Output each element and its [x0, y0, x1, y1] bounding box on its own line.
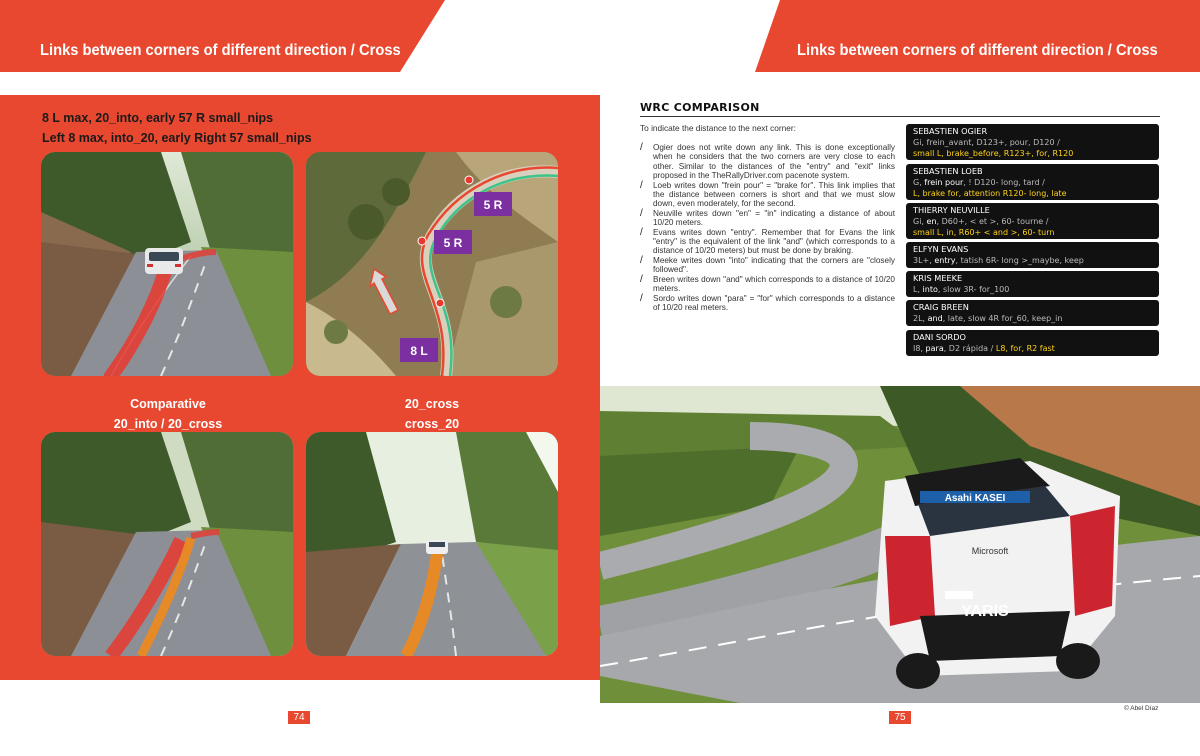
note-segment: L, brake for, attention R120- long, late — [913, 189, 1067, 198]
bullet-neuville: / Neuville writes down "en" = "in" indicating a distance of about 10/20 meters. — [640, 207, 895, 228]
driver-notes-line1 — [913, 255, 1152, 266]
aerial-map-photo — [306, 152, 558, 376]
driver-name: DANI SORDO — [913, 332, 966, 342]
road-photo-cross — [306, 432, 558, 656]
note-segment: and — [927, 314, 943, 323]
bullet-meeke: / Meeke writes down "into" indicating that the corners are "closely followed". — [640, 254, 895, 275]
driver-box — [906, 124, 1159, 160]
wrc-intro-text: To indicate the distance to the next corner: — [640, 123, 796, 133]
driver-name: KRIS MEEKE — [913, 273, 963, 283]
bullet-evans: / Evans writes down "entry". Remember that for Evans the link "entry" is the equivalent of the link "and" (which corresponds to a distance of 10/20 meters) but must be done by braking. — [640, 226, 895, 256]
note-segment: , tatish 6R- long >_maybe, keep — [955, 256, 1084, 265]
pacenote-line-1: 8 L max, 20_into, early 57 R small_nips — [42, 111, 274, 125]
note-segment: , slow 3R- for_100 — [937, 285, 1010, 294]
driver-name: SEBASTIEN OGIER — [913, 126, 988, 136]
road-photo-car — [41, 152, 293, 376]
driver-name: ELFYN EVANS — [913, 244, 969, 254]
driver-name: THIERRY NEUVILLE — [913, 205, 990, 215]
driver-notes-line1 — [913, 177, 1152, 188]
map-label-top: 5 R — [483, 198, 503, 212]
left-header-title: Links between corners of different direction / Cross — [40, 42, 401, 59]
driver-notes-line1 — [913, 313, 1152, 324]
note-segment: small L, brake_before, R123+, for, R120 — [913, 149, 1074, 158]
driver-name: SEBASTIEN LOEB — [913, 166, 983, 176]
map-label-bottom: 8 L — [410, 344, 428, 358]
note-segment: L, — [913, 285, 923, 294]
note-segment: en — [926, 217, 937, 226]
note-segment: I8, — [913, 344, 926, 353]
note-segment: L8, for, R2 fast — [995, 344, 1055, 353]
note-segment: , ! D120- long, tard / — [963, 178, 1045, 187]
page-number-right: 75 — [889, 711, 911, 724]
note-segment: 2L, — [913, 314, 928, 323]
road-photo-into-cross — [41, 432, 293, 656]
car-brand-text: Microsoft — [971, 546, 1009, 556]
note-segment: para — [925, 344, 944, 353]
note-segment: 3L+, — [913, 256, 935, 265]
car-model-text: YARIS — [961, 603, 1009, 620]
car-sponsor-text: Asahi KASEI — [944, 493, 1006, 504]
pacenote-line-2: Left 8 max, into_20, early Right 57 small_nips — [42, 131, 312, 145]
left-header-shape — [0, 0, 600, 72]
right-header-title: Links between corners of different direction / Cross — [797, 42, 1158, 59]
note-segment: , D2 rápida / — [943, 344, 996, 353]
driver-box — [906, 203, 1159, 239]
driver-notes-line2 — [913, 148, 1152, 159]
driver-notes-line1 — [913, 216, 1152, 227]
driver-notes-line1 — [913, 343, 1152, 354]
map-label-middle: 5 R — [443, 236, 463, 250]
comparative-caption-line-2: 20_into / 20_cross — [113, 417, 223, 431]
photo-credit: © Abel Díaz — [1124, 705, 1159, 712]
note-segment: small L, in, R60+ < and >, 60- turn — [913, 228, 1055, 237]
page-number-left: 74 — [288, 711, 310, 724]
driver-notes-line2 — [913, 227, 1152, 238]
rally-car-photo — [600, 386, 1200, 703]
note-segment: entry — [934, 256, 956, 265]
wrc-title-rule — [640, 116, 1160, 117]
note-segment: Gi, — [913, 217, 927, 226]
left-header-banner — [0, 0, 600, 72]
driver-box — [906, 330, 1159, 356]
distance-bullet-list — [640, 143, 895, 312]
driver-box — [906, 164, 1159, 200]
note-segment: , D60+, < et >, 60- tourne / — [936, 217, 1049, 226]
driver-notes-line1 — [913, 137, 1152, 148]
right-header-shape — [600, 0, 1200, 72]
cross-caption-line-1: 20_cross — [404, 397, 460, 411]
note-segment: , late, slow 4R for_60, keep_in — [942, 314, 1063, 323]
driver-box — [906, 300, 1159, 326]
bullet-sordo: / Sordo writes down "para" = "for" which corresponds to a distance of 10/20 real meters. — [640, 292, 895, 312]
bullet-ogier: / Ogier does not write down any link. This is done exceptionally when he considers that the two corners are very close to each other. Similar to the distances of the "entry" and "exit" links proposed in the TheRallyDriver.com pacenote system. — [640, 142, 895, 181]
bullet-breen: / Breen writes down "and" which corresponds to a distance of 10/20 meters. — [640, 273, 895, 294]
driver-box — [906, 242, 1159, 268]
driver-notes-line2 — [913, 188, 1152, 199]
bullet-loeb: / Loeb writes down "frein pour" = "brake for". This link implies that the distance between corners is short and that we must slow down, even moderately, for the second. — [640, 179, 895, 209]
cross-caption-line-2: cross_20 — [404, 417, 460, 431]
note-segment: G, — [913, 178, 925, 187]
note-segment: frein pour — [924, 178, 964, 187]
right-header-banner — [600, 0, 1200, 72]
driver-notes-line1 — [913, 284, 1152, 295]
driver-box — [906, 271, 1159, 297]
wrc-comparison-title: WRC COMPARISON — [640, 101, 760, 114]
note-segment: Gi, frein_avant, D123+, pour, D120 / — [913, 138, 1060, 147]
comparative-caption-line-1: Comparative — [130, 397, 206, 411]
driver-name: CRAIG BREEN — [913, 302, 969, 312]
note-segment: into — [922, 285, 938, 294]
